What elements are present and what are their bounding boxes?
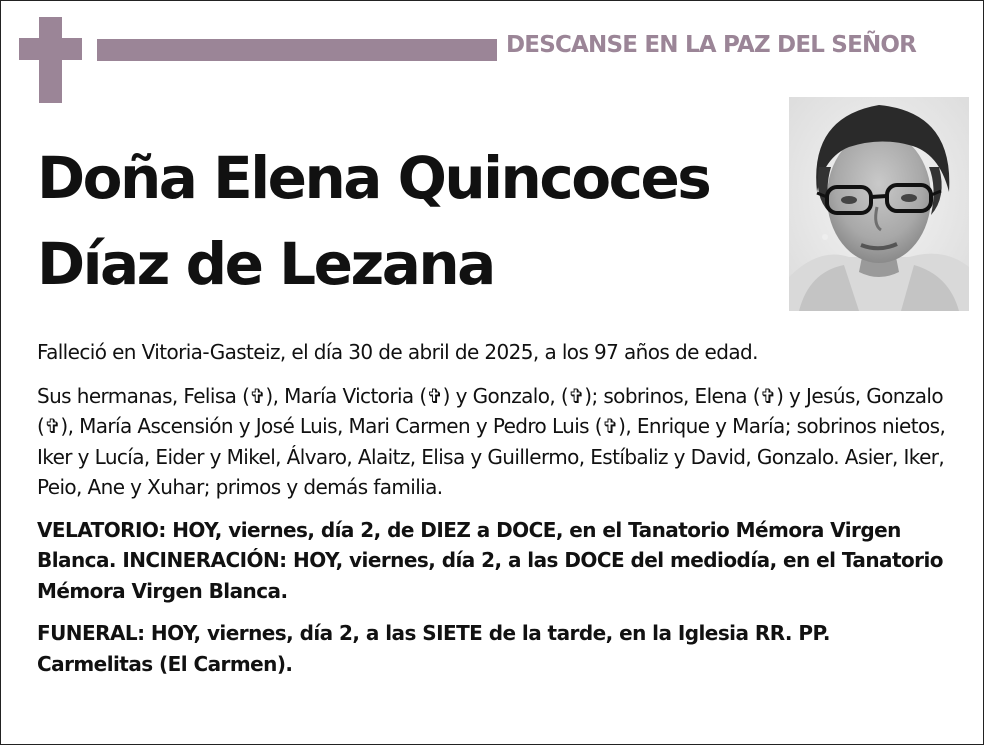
deceased-name [37, 135, 777, 307]
family-list: Sus hermanas, Felisa (✞), María Victoria (✞) y Gonzalo, (✞); sobrinos, Elena (✞) y Jesús, Gonzalo (✞), María Ascensión y José Luis, Mari Carmen y Pedro Luis (✞), Enrique y María; sobrinos nietos, Iker y Lucía, Eider y Mikel, Álvaro, Alaitz, Elisa y Guillermo, Estíbaliz y David, Gonzalo. Asier, Iker, Peio, Ane y Xuhar; primos y demás familia. [37, 383, 946, 499]
portrait-photo [789, 97, 969, 311]
funeral-info: FUNERAL: HOY, viernes, día 2, a las SIETE de la tarde, en la Iglesia RR. PP. Carmelitas (El Carmen). [37, 621, 830, 676]
velatorio-info: VELATORIO: HOY, viernes, día 2, de DIEZ a DOCE, en el Tanatorio Mémora Virgen Blanca. INCINERACIÓN: HOY, viernes, día 2, a las DOCE del mediodía, en el Tanatorio Mémora Virgen Blanca. [37, 517, 943, 603]
cross-icon [39, 17, 62, 103]
name-line-2: Díaz de Lezana [37, 230, 494, 298]
header-text: DESCANSE EN LA PAZ DEL SEÑOR [506, 32, 917, 58]
notice-body [37, 337, 947, 691]
death-notice: Falleció en Vitoria-Gasteiz, el día 30 de abril de 2025, a los 97 años de edad. [37, 340, 758, 364]
cross-icon-bar [19, 38, 82, 60]
name-line-1: Doña Elena Quincoces [37, 144, 710, 212]
header-bar [97, 39, 497, 61]
